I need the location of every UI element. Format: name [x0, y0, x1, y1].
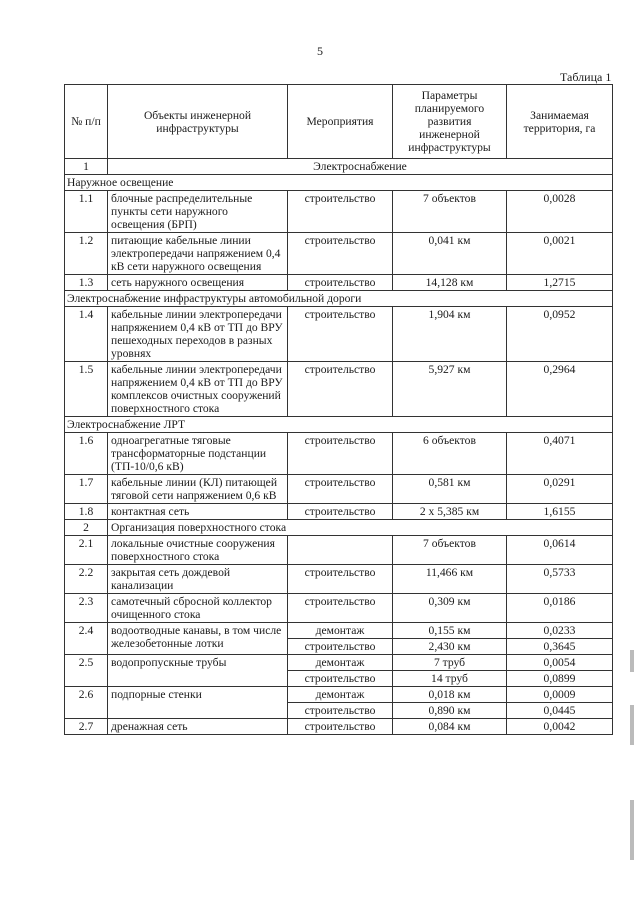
row-action: строительство: [288, 433, 393, 475]
row-param: 5,927 км: [393, 362, 507, 417]
row-action: демонтаж: [288, 655, 393, 671]
row-action: строительство: [288, 504, 393, 520]
section-row: [65, 520, 613, 536]
row-param: 2 х 5,385 км: [393, 504, 507, 520]
row-object: кабельные линии электропередачи напряжением 0,4 кВ от ТП до ВРУ пешеходных переходов в разных уровнях: [108, 307, 288, 362]
group-row: [65, 291, 613, 307]
row-area: 0,2964: [507, 362, 613, 417]
row-param: 11,466 км: [393, 565, 507, 594]
row-action: строительство: [288, 233, 393, 275]
row-area: 0,0952: [507, 307, 613, 362]
row-action: строительство: [288, 703, 393, 719]
row-action: демонтаж: [288, 687, 393, 703]
row-object: локальные очистные сооружения поверхностного стока: [108, 536, 288, 565]
table-row: [65, 623, 613, 639]
section-num: 1: [65, 159, 108, 175]
row-num: 2.1: [65, 536, 108, 565]
row-num: 1.7: [65, 475, 108, 504]
row-num: 2.4: [65, 623, 108, 655]
header-params: Параметры планируемого развития инженерной инфраструктуры: [393, 85, 507, 159]
header-objects: Объекты инженерной инфраструктуры: [108, 85, 288, 159]
row-param: 0,084 км: [393, 719, 507, 735]
row-object: питающие кабельные линии электропередачи напряжением 0,4 кВ сети наружного освещения: [108, 233, 288, 275]
row-object: одноагрегатные тяговые трансформаторные подстанции (ТП-10/0,6 кВ): [108, 433, 288, 475]
table-row: [65, 536, 613, 565]
row-action: строительство: [288, 719, 393, 735]
row-area: 0,0021: [507, 233, 613, 275]
header-row: [65, 85, 613, 159]
table-row: [65, 433, 613, 475]
row-action: строительство: [288, 594, 393, 623]
row-param: 0,018 км: [393, 687, 507, 703]
row-area: 0,0028: [507, 191, 613, 233]
group-title: Электроснабжение ЛРТ: [65, 417, 613, 433]
group-title: Электроснабжение инфраструктуры автомобильной дороги: [65, 291, 613, 307]
section-title: Электроснабжение: [108, 159, 613, 175]
section-row: [65, 159, 613, 175]
row-num: 2.3: [65, 594, 108, 623]
row-num: 2.6: [65, 687, 108, 719]
row-object: сеть наружного освещения: [108, 275, 288, 291]
row-param: 0,581 км: [393, 475, 507, 504]
row-area: 0,0042: [507, 719, 613, 735]
row-object: кабельные линии электропередачи напряжением 0,4 кВ от ТП до ВРУ комплексов очистных сооружений поверхностного стока: [108, 362, 288, 417]
table-row: [65, 362, 613, 417]
row-action: строительство: [288, 475, 393, 504]
row-param: 7 объектов: [393, 536, 507, 565]
scan-mark: [630, 650, 634, 672]
row-object: кабельные линии (КЛ) питающей тяговой сети напряжением 0,6 кВ: [108, 475, 288, 504]
row-area: 0,0054: [507, 655, 613, 671]
row-action: строительство: [288, 565, 393, 594]
row-action: строительство: [288, 671, 393, 687]
row-param: 7 объектов: [393, 191, 507, 233]
row-action: строительство: [288, 307, 393, 362]
row-area: 0,0445: [507, 703, 613, 719]
row-num: 1.6: [65, 433, 108, 475]
row-object: блочные распределительные пункты сети наружного освещения (БРП): [108, 191, 288, 233]
row-num: 2.7: [65, 719, 108, 735]
table-row: [65, 594, 613, 623]
header-area: Занимаемая территория, га: [507, 85, 613, 159]
row-object: контактная сеть: [108, 504, 288, 520]
row-param: 2,430 км: [393, 639, 507, 655]
row-param: 0,155 км: [393, 623, 507, 639]
row-num: 1.5: [65, 362, 108, 417]
infrastructure-table: [64, 84, 613, 735]
table-row: [65, 687, 613, 703]
row-area: 0,0614: [507, 536, 613, 565]
row-num: 2.2: [65, 565, 108, 594]
table-row: [65, 191, 613, 233]
table-row: [65, 275, 613, 291]
row-action: строительство: [288, 275, 393, 291]
row-object: водопропускные трубы: [108, 655, 288, 687]
row-area: 0,0899: [507, 671, 613, 687]
row-area: 0,0186: [507, 594, 613, 623]
row-area: 0,0291: [507, 475, 613, 504]
row-param: 0,890 км: [393, 703, 507, 719]
row-num: 1.3: [65, 275, 108, 291]
scan-mark: [630, 705, 634, 745]
row-param: 0,309 км: [393, 594, 507, 623]
row-param: 6 объектов: [393, 433, 507, 475]
row-action: строительство: [288, 362, 393, 417]
row-param: 14,128 км: [393, 275, 507, 291]
group-title: Наружное освещение: [65, 175, 613, 191]
row-num: 2.5: [65, 655, 108, 687]
table-row: [65, 719, 613, 735]
row-action: строительство: [288, 639, 393, 655]
row-area: 1,2715: [507, 275, 613, 291]
row-param: 14 труб: [393, 671, 507, 687]
row-area: 0,0233: [507, 623, 613, 639]
row-param: 1,904 км: [393, 307, 507, 362]
table-row: [65, 565, 613, 594]
section-title: Организация поверхностного стока: [108, 520, 613, 536]
table-row: [65, 504, 613, 520]
table-row: [65, 233, 613, 275]
header-actions: Мероприятия: [288, 85, 393, 159]
row-num: 1.2: [65, 233, 108, 275]
row-object: самотечный сбросной коллектор очищенного стока: [108, 594, 288, 623]
row-object: водоотводные канавы, в том числе железобетонные лотки: [108, 623, 288, 655]
row-area: 0,0009: [507, 687, 613, 703]
section-num: 2: [65, 520, 108, 536]
row-num: 1.8: [65, 504, 108, 520]
row-area: 0,5733: [507, 565, 613, 594]
group-row: [65, 417, 613, 433]
table-row: [65, 307, 613, 362]
row-area: 1,6155: [507, 504, 613, 520]
row-action: [288, 536, 393, 565]
table-row: [65, 475, 613, 504]
table-caption: Таблица 1: [560, 70, 612, 84]
row-action: демонтаж: [288, 623, 393, 639]
row-area: 0,3645: [507, 639, 613, 655]
table-row: [65, 655, 613, 671]
row-action: строительство: [288, 191, 393, 233]
page-number: 5: [317, 44, 323, 58]
row-object: закрытая сеть дождевой канализации: [108, 565, 288, 594]
scan-mark: [630, 800, 634, 860]
row-object: дренажная сеть: [108, 719, 288, 735]
row-object: подпорные стенки: [108, 687, 288, 719]
row-area: 0,4071: [507, 433, 613, 475]
header-num: № п/п: [65, 85, 108, 159]
row-param: 7 труб: [393, 655, 507, 671]
row-param: 0,041 км: [393, 233, 507, 275]
row-num: 1.4: [65, 307, 108, 362]
group-row: [65, 175, 613, 191]
row-num: 1.1: [65, 191, 108, 233]
